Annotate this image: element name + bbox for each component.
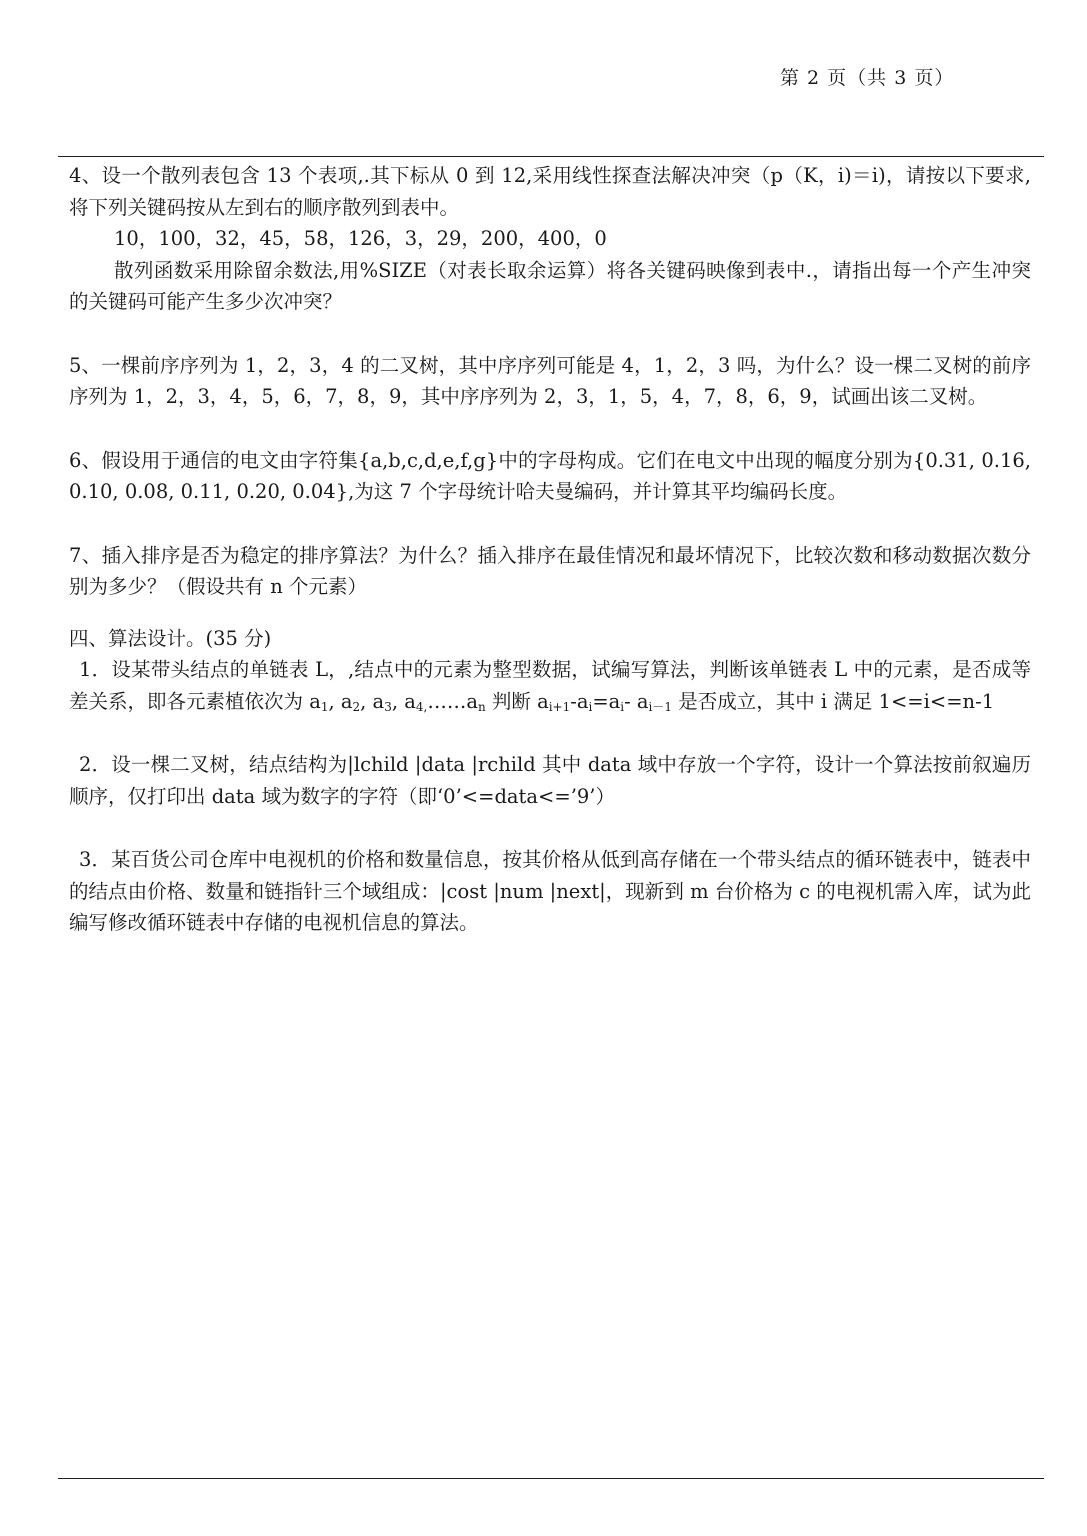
question-6: 6、假设用于通信的电文由字符集{a,b,c,d,e,f,g}中的字母构成。它们在电文中出现的幅度分别为{0.31, 0.16, 0.10, 0.08, 0.11, 0.20, 0.04},为这 7 个字母统计哈夫曼编码，并计算其平均编码长度。 xyxy=(69,448,1031,503)
question-4-hash-instruction: 散列函数采用除留余数法,用%SIZE（对表长取余运算）将各关键码映像到表中.，请指出每一个产生冲突的关键码可能产生多少次冲突？ xyxy=(69,258,1031,313)
algorithm-question-2: 2．设一棵二叉树，结点结构为|lchild |data |rchild 其中 data 域中存放一个字符，设计一个算法按前叙遍历顺序，仅打印出 data 域为数字的字符（即‘0’<=data<=’9’） xyxy=(69,753,1031,808)
question-4: 4、设一个散列表包含 13 个表项,.其下标从 0 到 12,采用线性探查法解决冲突（p（K，i)＝i)，请按以下要求,将下列关键码按从左到右的顺序散列到表中。 xyxy=(69,164,1031,219)
section-4-title: 四、算法设计。(35 分) xyxy=(69,626,272,650)
question-7: 7、插入排序是否为稳定的排序算法？为什么？插入排序在最佳情况和最坏情况下，比较次数和移动数据次数分别为多少？（假设共有 n 个元素） xyxy=(69,543,1031,598)
page-number-header: 第 2 页（共 3 页） xyxy=(780,67,955,89)
footer-rule xyxy=(58,1478,1044,1479)
algorithm-question-3: 3．某百货公司仓库中电视机的价格和数量信息，按其价格从低到高存储在一个带头结点的循环链表中，链表中的结点由价格、数量和链指针三个域组成：|cost |num |next|，现新到 m 台价格为 c 的电视机需入库，试为此编写修改循环链表中存储的电视机信息的算法。 xyxy=(69,848,1031,934)
question-5: 5、一棵前序序列为 1，2，3，4 的二叉树，其中序序列可能是 4，1，2，3 吗，为什么？设一棵二叉树的前序序列为 1，2，3，4，5，6，7，8，9，其中序序列为 2，3，1，5，4，7，8，6，9，试画出该二叉树。 xyxy=(69,353,1031,408)
header-rule xyxy=(58,156,1044,157)
algorithm-question-1: 1．设某带头结点的单链表 L，,结点中的元素为整型数据，试编写算法，判断该单链表 L 中的元素，是否成等差关系，即各元素植依次为 $a_1$, $a_2$, $a_3$, $a_{4,}\dots\dots a_n$ 判断 $a_{i+1}-a_i=a_i-$ $a_{i-1}$ 是否成立，其中 i 满足 1<=i<=n-1 xyxy=(69,658,1031,714)
exam-content xyxy=(69,160,1031,939)
question-4-keys: 10，100，32，45，58，126，3，29，200，400，0 xyxy=(114,227,607,250)
